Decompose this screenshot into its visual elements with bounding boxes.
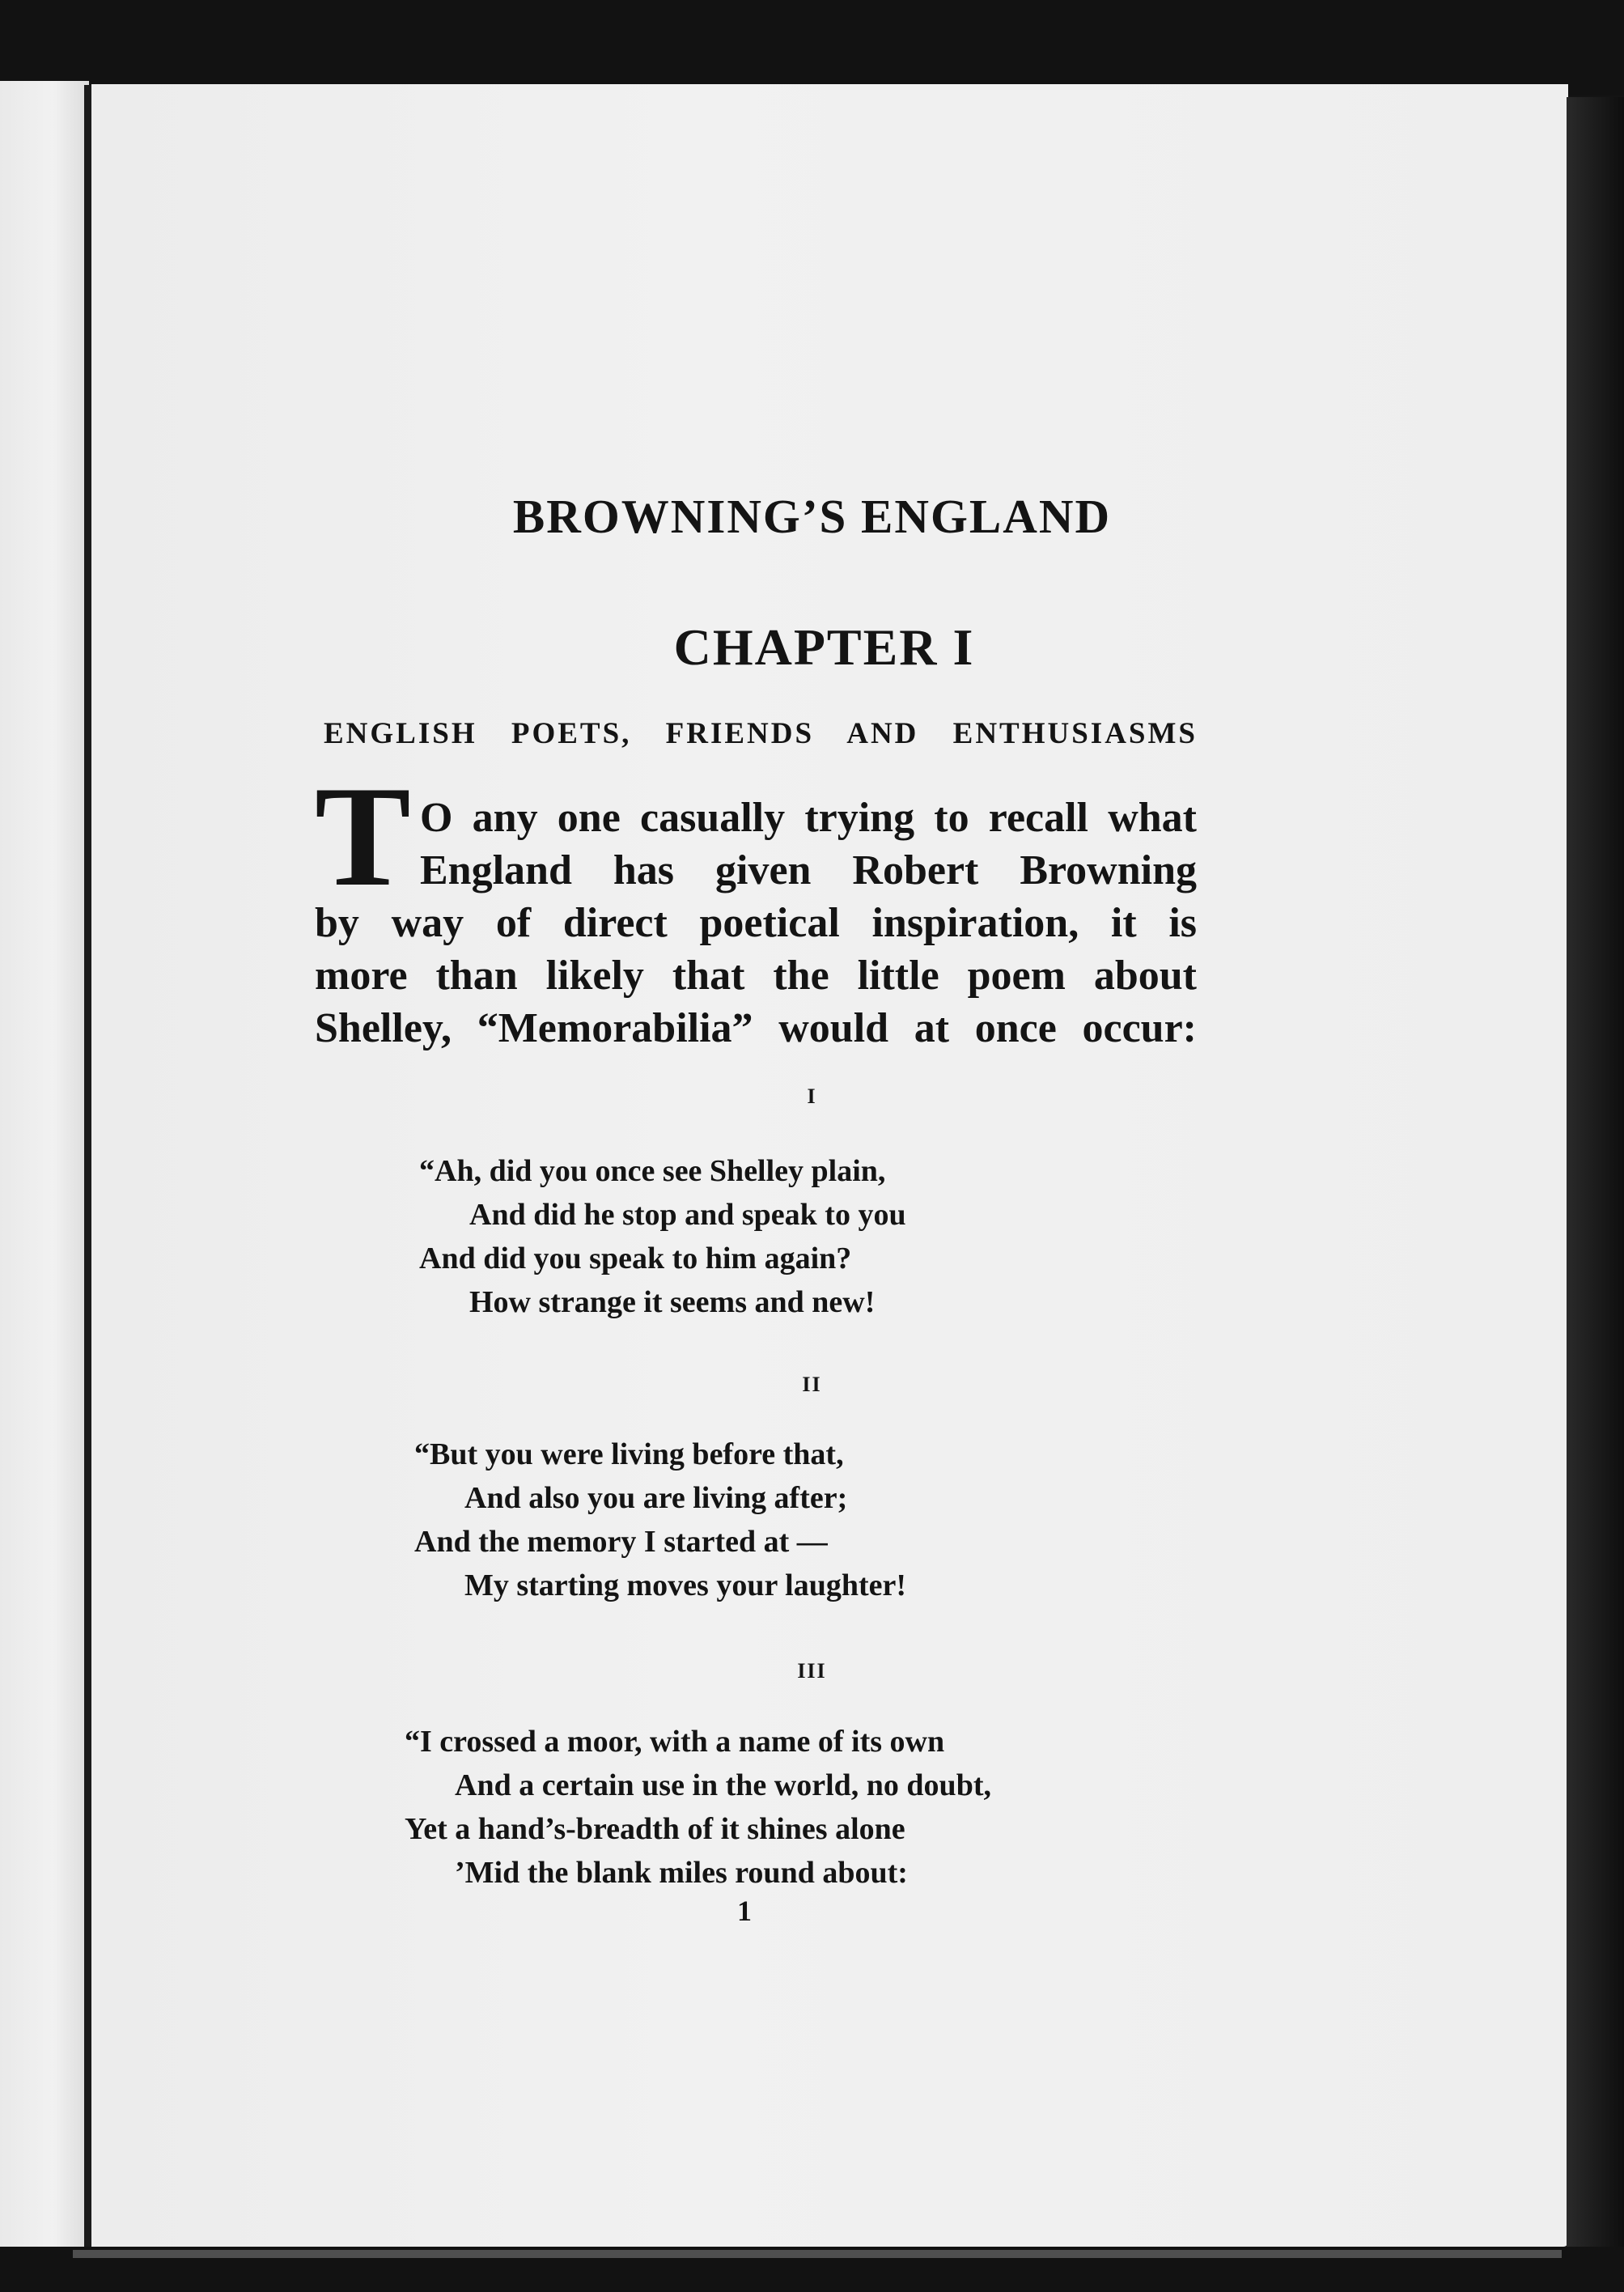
scan-bottom-edge bbox=[0, 2247, 1624, 2292]
verse-line: And did you speak to him again? bbox=[419, 1242, 852, 1275]
scan-top-shadow bbox=[0, 0, 1624, 96]
verse-line: Yet a hand’s-breadth of it shines alone bbox=[405, 1812, 905, 1846]
verse-line: And did he stop and speak to you bbox=[469, 1198, 906, 1232]
verse-line: And a certain use in the world, no doubt, bbox=[455, 1768, 991, 1802]
verse-line: And the memory I started at — bbox=[414, 1525, 828, 1559]
paragraph-line: by way of direct poetical inspiration, it is bbox=[315, 900, 1197, 946]
book-fore-edge bbox=[1567, 97, 1624, 2292]
stanza-number: III bbox=[797, 1659, 827, 1683]
stanza-number: II bbox=[802, 1373, 822, 1396]
binding-gutter bbox=[84, 85, 91, 2254]
verse-line: And also you are living after; bbox=[464, 1481, 848, 1515]
facing-page-edge bbox=[0, 81, 89, 2258]
verse-line: My starting moves your laughter! bbox=[464, 1568, 907, 1602]
paragraph-line: O any one casually trying to recall what bbox=[420, 795, 1197, 841]
verse-line: “But you were living before that, bbox=[414, 1437, 844, 1471]
page-number: 1 bbox=[737, 1895, 752, 1927]
drop-cap: T bbox=[315, 756, 411, 916]
poem-stanza bbox=[414, 1432, 906, 1607]
chapter-title: CHAPTER I bbox=[673, 618, 975, 676]
paragraph-line: England has given Robert Browning bbox=[420, 847, 1197, 893]
stanza-number: I bbox=[807, 1084, 817, 1108]
verse-line: How strange it seems and new! bbox=[469, 1285, 876, 1319]
verse-line: “I crossed a moor, with a name of its own bbox=[405, 1725, 945, 1759]
verse-line: “Ah, did you once see Shelley plain, bbox=[419, 1154, 886, 1188]
paragraph-line: Shelley, “Memorabilia” would at once occur: bbox=[315, 1005, 1197, 1051]
poem-stanza bbox=[419, 1149, 906, 1324]
running-title: BROWNING’S ENGLAND bbox=[512, 490, 1112, 543]
poem-stanza bbox=[405, 1720, 991, 1895]
page-stack-edge bbox=[73, 2250, 1562, 2258]
verse-line: ’Mid the blank miles round about: bbox=[455, 1856, 908, 1890]
chapter-subtitle: ENGLISH POETS, FRIENDS AND ENTHUSIASMS bbox=[324, 717, 1198, 750]
paragraph-line: more than likely that the little poem about bbox=[315, 953, 1197, 999]
opening-paragraph bbox=[315, 792, 1197, 1055]
